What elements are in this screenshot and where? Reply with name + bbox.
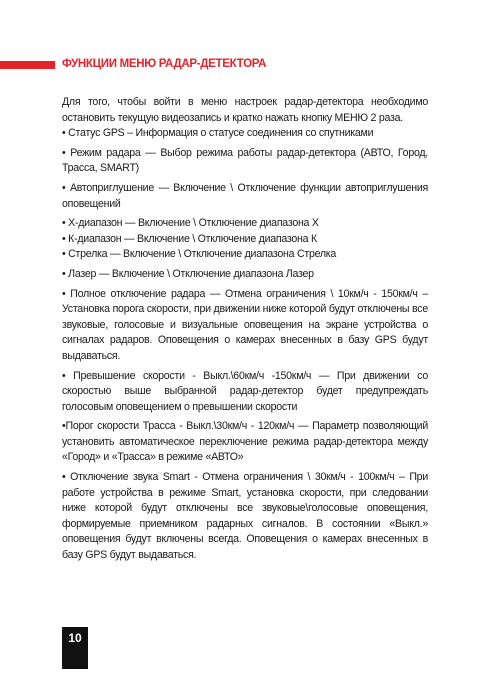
list-item-laser: • Лазер — Включение \ Отключение диапазона Лазер <box>62 267 314 280</box>
menu-functions-text <box>62 95 428 568</box>
section-accent-bar <box>0 61 55 69</box>
intro-paragraph: Для того, чтобы войти в меню настроек радар-детектора необходимо остановить текущую видеозапись и кратко нажать кнопку МЕНЮ 2 раза. <box>62 96 428 124</box>
list-item-x-band: • X-диапазон — Включение \ Отключение диапазона X <box>62 217 319 230</box>
list-item-k-band: • К-диапазон — Включение \ Отключение диапазона К <box>62 232 317 245</box>
page-number: 10 <box>62 627 88 669</box>
list-item-speeding: • Превышение скорости - Выкл.\60км/ч -150км/ч — При движении со скоростью выше выбранной радар-детектор будет предупреждать голосовым оповещением о превышении скорости <box>62 369 428 413</box>
list-item-radar-mode: • Режим радара — Выбор режима работы радар-детектора (АВТО, Город, Трасса, SMART) <box>62 146 428 175</box>
list-item-gps-status: • Статус GPS – Информация о статусе соединения со спутниками <box>62 127 374 140</box>
list-item-auto-mute: • Автоприглушение — Включение \ Отключение функции автоприглушения оповещений <box>62 181 428 210</box>
section-heading: ФУНКЦИИ МЕНЮ РАДАР-ДЕТЕКТОРА <box>62 58 267 70</box>
list-item-smart-mute: • Отключение звука Smart - Отмена ограничения \ 30км/ч - 100км/ч – При работе устройства в режиме Smart, установка скорости, при следовании ниже которой будут отключены все звуковые\голосовые оповещения, формируемые приемником радарных сигналов. В состоянии «Выкл.» оповещения будут включены всегда. Оповещения о камерах внесенных в базу GPS будут выдаваться. <box>62 471 428 562</box>
list-item-strelka: • Стрелка — Включение \ Отключение диапазона Стрелка <box>62 248 337 261</box>
list-item-highway-threshold: •Порог скорости Трасса - Выкл.\30км/ч - 120км/ч — Параметр позволяющий установить автоматическое переключение режима радар-детектора между «Город» и «Трасса» в режиме «АВТО» <box>62 420 428 464</box>
list-item-radar-off: • Полное отключение радара — Отмена ограничения \ 10км/ч - 150км/ч – Установка порога скорости, при движении ниже которой будут отключены все звуковые, голосовые и визуальные оповещения на экране устройства о сигналах радаров. Оповещения о камерах внесенных в базу GPS будут выдаваться. <box>62 287 428 362</box>
